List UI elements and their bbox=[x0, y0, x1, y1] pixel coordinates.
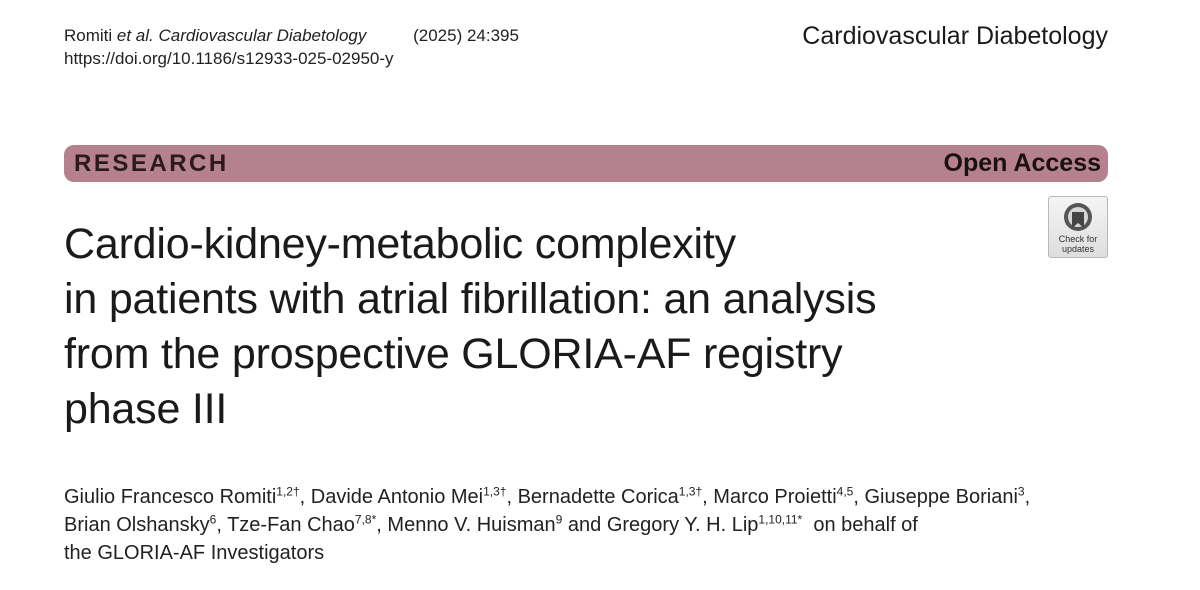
author-name[interactable]: Brian Olshansky bbox=[64, 514, 210, 536]
title-line: from the prospective GLORIA-AF registry bbox=[64, 330, 843, 378]
author-separator: , bbox=[299, 486, 311, 508]
author-group: the GLORIA-AF Investigators bbox=[64, 542, 325, 564]
citation-author: Romiti bbox=[64, 26, 113, 45]
author-list bbox=[64, 483, 1124, 567]
article-title bbox=[64, 217, 1024, 437]
title-line: Cardio-kidney-metabolic complexity bbox=[64, 220, 736, 268]
author-affiliation: 1,10,11* bbox=[758, 512, 803, 527]
author-name[interactable]: Tze-Fan Chao bbox=[227, 514, 355, 536]
author-affiliation: 6 bbox=[209, 512, 217, 527]
author-line bbox=[64, 511, 1124, 539]
author-name[interactable]: Marco Proietti bbox=[713, 486, 837, 508]
author-name[interactable]: Giuseppe Boriani bbox=[864, 486, 1018, 508]
author-affiliation: 3 bbox=[1017, 484, 1025, 499]
citation-header bbox=[64, 24, 519, 70]
open-access-label: Open Access bbox=[943, 149, 1101, 177]
author-affiliation: 9 bbox=[555, 512, 563, 527]
title-line: in patients with atrial fibrillation: an analysis bbox=[64, 275, 877, 323]
author-separator: , bbox=[506, 486, 518, 508]
author-separator: , bbox=[1024, 486, 1031, 508]
author-affiliation: 7,8* bbox=[354, 512, 377, 527]
author-affiliation: 4,5 bbox=[836, 484, 854, 499]
author-separator: , bbox=[376, 514, 388, 536]
author-name[interactable]: Menno V. Huisman bbox=[387, 514, 556, 536]
author-separator: , bbox=[216, 514, 228, 536]
author-line bbox=[64, 483, 1124, 511]
doi-link[interactable]: https://doi.org/10.1186/s12933-025-02950-y bbox=[64, 49, 394, 68]
title-line: phase III bbox=[64, 385, 228, 433]
check-updates-line1: Check for bbox=[1058, 234, 1098, 244]
author-name[interactable]: Gregory Y. H. Lip bbox=[606, 514, 759, 536]
author-name[interactable]: Giulio Francesco Romiti bbox=[64, 486, 277, 508]
article-type-label: RESEARCH bbox=[74, 150, 229, 177]
author-affiliation: 1,2† bbox=[276, 484, 300, 499]
author-separator: and bbox=[562, 514, 607, 536]
check-for-updates-icon bbox=[1061, 201, 1095, 233]
author-separator: , bbox=[853, 486, 865, 508]
author-affiliation: 1,3† bbox=[678, 484, 703, 499]
check-for-updates-button[interactable] bbox=[1048, 196, 1108, 258]
author-separator: , bbox=[702, 486, 714, 508]
author-name[interactable]: Davide Antonio Mei bbox=[310, 486, 484, 508]
author-separator: on behalf of bbox=[802, 514, 918, 536]
citation-line bbox=[64, 24, 519, 47]
journal-name: Cardiovascular Diabetology bbox=[802, 22, 1108, 50]
check-updates-line2: updates bbox=[1061, 244, 1095, 254]
author-affiliation: 1,3† bbox=[483, 484, 507, 499]
author-name[interactable]: Bernadette Corica bbox=[517, 486, 679, 508]
article-type-banner bbox=[64, 145, 1108, 182]
citation-year-volume: (2025) 24:395 bbox=[413, 26, 519, 45]
check-updates-text bbox=[1049, 234, 1107, 254]
citation-journal: et al. Cardiovascular Diabetology bbox=[116, 26, 367, 45]
